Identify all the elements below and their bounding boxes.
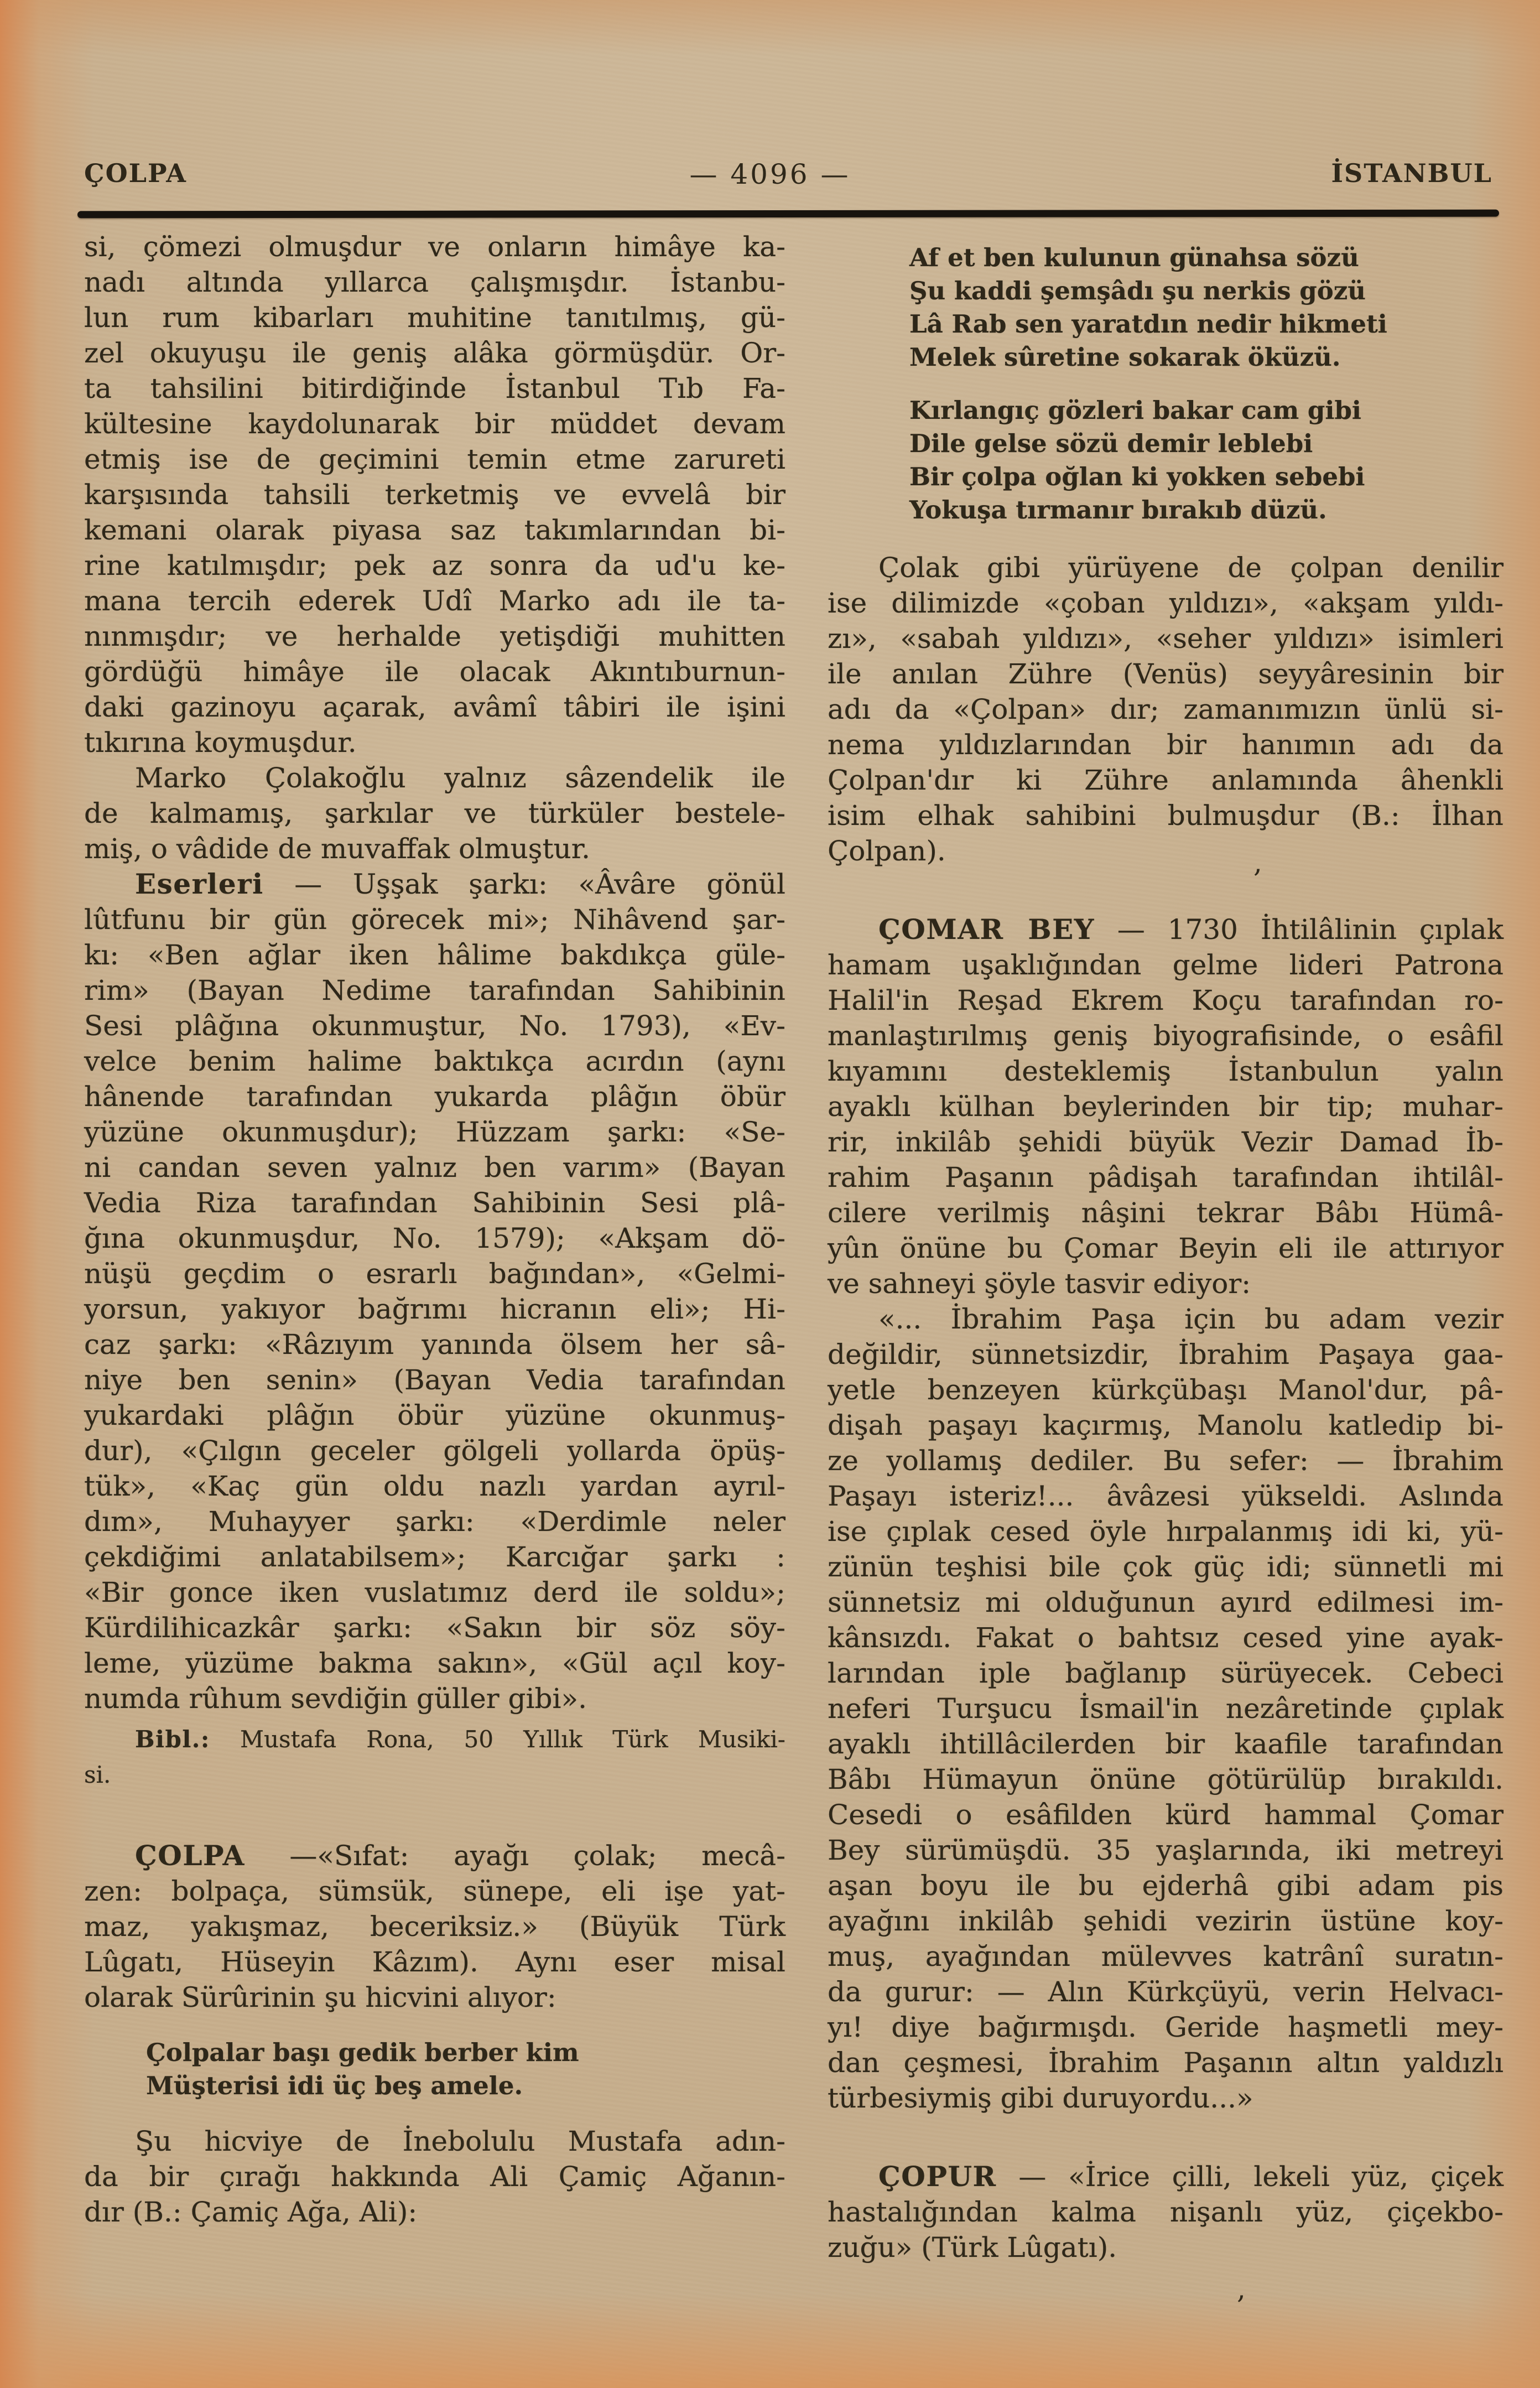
bibliography-note [84, 1724, 785, 1795]
text-line: Bibl.: Mustafa Rona, 50 Yıllık Türk Musiki- [135, 1726, 785, 1753]
text-line: ÇOLPA —«Sıfat: ayağı çolak; mecâ- [135, 1839, 785, 1872]
text-line: çekdiğimi anlatabilsem»; Karcığar şarkı : [84, 1541, 785, 1573]
headword: ÇOLPA [135, 1839, 245, 1872]
entry-colpa [84, 1838, 785, 2015]
text-line: isim elhak sahibini bulmuşdur (B.: İlhan [828, 800, 1503, 832]
text-line: leme, yüzüme bakma sakın», «Gül açıl koy- [84, 1647, 785, 1679]
text-line: ise dilimizde «çoban yıldızı», «akşam yıldı- [828, 587, 1503, 619]
text-line: si, çömezi olmuşdur ve onların himâye ka- [84, 231, 785, 263]
text-line: miş, o vâdide de muvaffak olmuştur. [84, 833, 591, 865]
text-line: kıyamını desteklemiş İstanbulun yalın [828, 1055, 1503, 1087]
text-line: yüzüne okunmuşdur); Hüzzam şarkı: «Se- [84, 1116, 785, 1148]
text-line: Kırlangıç gözleri bakar cam gibi [909, 396, 1362, 425]
text-line: yukardaki plâğın öbür yüzüne okunmuş- [84, 1399, 785, 1431]
text-line: velce benim halime baktıkça acırdın (aynı [84, 1045, 785, 1077]
text-line: Çolpalar başı gedik berber kim [146, 2038, 579, 2067]
text-line: da gurur: — Alın Kürkçüyü, verin Helvacı- [828, 1976, 1503, 2008]
text-line: Çolak gibi yürüyene de çolpan denilir [878, 552, 1503, 584]
text-line: Şu hicviye de İnebolulu Mustafa adın- [135, 2125, 785, 2157]
text-line: ayağını inkilâb şehidi vezirin üstüne koy- [828, 1905, 1503, 1937]
text-line: karşısında tahsili terketmiş ve evvelâ bir [84, 479, 785, 511]
text-line: hastalığından kalma nişanlı yüz, çiçekbo- [828, 2196, 1503, 2228]
text-line: kı: «Ben ağlar iken hâlime bakdıkça güle- [84, 939, 785, 971]
header-rule [77, 210, 1499, 219]
text-line: Af et ben kulunun günahsa sözü [909, 243, 1359, 272]
text-line: zı», «sabah yıldızı», «seher yıldızı» isimleri [828, 622, 1503, 655]
text-line: ve sahneyi şöyle tasvir ediyor: [828, 1268, 1251, 1300]
colpan-star-paragraph [828, 550, 1503, 869]
text-line: caz şarkı: «Râzıyım yanında ölsem her sâ- [84, 1328, 785, 1361]
text-line: değildir, sünnetsizdir, İbrahim Paşaya gaa- [828, 1338, 1503, 1370]
text-line: Şu kaddi şemşâdı şu nerkis gözü [909, 276, 1366, 305]
text-line: larından iple bağlanıp sürüyecek. Cebeci [828, 1657, 1503, 1689]
text-line: manlaştırılmış geniş biyografisinde, o esâfil [828, 1020, 1503, 1052]
text-line: ni candan seven yalnız ben varım» (Bayan [84, 1151, 785, 1183]
text-line: ÇOMAR BEY — 1730 İhtilâlinin çıplak [878, 913, 1503, 946]
text-line: Çolpan'dır ki Zühre anlamında âhenkli [828, 764, 1503, 796]
text-line: Vedia Riza tarafından Sahibinin Sesi plâ- [84, 1187, 785, 1219]
text-line: «Bir gonce iken vuslatımız derd ile soldu»; [84, 1576, 785, 1608]
text-line: Marko Çolakoğlu yalnız sâzendelik ile [135, 762, 785, 794]
running-head-right: İSTANBUL [1331, 158, 1492, 188]
text-line: tük», «Kaç gün oldu nazlı yardan ayrıl- [84, 1470, 785, 1502]
text-line: muş, ayağından mülevves katrânî suratın- [828, 1940, 1503, 1972]
text-line: rir, inkilâb şehidi büyük Vezir Damad İb- [828, 1126, 1503, 1158]
text-line: sünnetsiz mi olduğunun ayırd edilmesi im- [828, 1586, 1503, 1618]
text-line: yûn önüne bu Çomar Beyin eli ile attırıyor [828, 1232, 1503, 1264]
text-line: ayaklı külhan beylerinden bir tip; muhar- [828, 1091, 1503, 1123]
page-number: — 4096 — [689, 158, 851, 190]
headword: ÇOMAR BEY [878, 913, 1095, 946]
text-line: nüşü geçdim o esrarlı bağından», «Gelmi- [84, 1258, 785, 1290]
text-line: ta tahsilini bitirdiğinde İstanbul Tıb Fa- [84, 372, 785, 404]
text-line: dım», Muhayyer şarkı: «Derdimle neler [84, 1506, 785, 1538]
text-line: yorsun, yakıyor bağrımı hicranın eli»; Hi- [84, 1293, 785, 1325]
text-line: türbesiymiş gibi duruyordu...» [828, 2082, 1253, 2114]
text-line: Melek sûretine sokarak öküzü. [909, 342, 1341, 372]
text-line: Kürdilihicazkâr şarkı: «Sakın bir söz söy- [84, 1612, 785, 1644]
text-line: si. [84, 1761, 111, 1788]
text-line: zuğu» (Türk Lûgatı). [828, 2231, 1117, 2264]
text-line: hânende tarafından yukarda plâğın öbür [84, 1081, 785, 1113]
entry-copur [828, 2159, 1503, 2265]
text-line: ÇOPUR — «İrice çilli, lekeli yüz, çiçek [878, 2160, 1503, 2193]
text-line: niye ben senin» (Bayan Vedia tarafından [84, 1364, 785, 1396]
text-line: dişah paşayı kaçırmış, Manolu katledip bi- [828, 1409, 1503, 1441]
sururi-satire-couplet [146, 2036, 785, 2103]
comar-bey-quotation [828, 1301, 1503, 2116]
headword: Bibl.: [135, 1726, 210, 1753]
camic-aga-satire-stanza-2 [909, 394, 1503, 527]
left-column [84, 229, 785, 2230]
text-line: kemani olarak piyasa saz takımlarından bi- [84, 514, 785, 546]
eserleri-paragraph [84, 866, 785, 1716]
text-line: zünün teşhisi bile çok güç idi; sünnetli mi [828, 1551, 1503, 1583]
text-line: kültesine kaydolunarak bir müddet devam [84, 408, 785, 440]
text-line: nema yıldızlarından bir hanımın adı da [828, 729, 1503, 761]
text-line: Bâbı Hümayun önüne götürülüp bırakıldı. [828, 1763, 1503, 1795]
text-line: rahim Paşanın pâdişah tarafından ihtilâl- [828, 1161, 1503, 1193]
text-line: nınmışdır; ve herhalde yetişdiği muhitten [84, 620, 785, 652]
hicviye-intro-paragraph [84, 2124, 785, 2230]
text-line: yetle benzeyen kürkçübaşı Manol'dur, pâ- [828, 1374, 1503, 1406]
text-line: ğına okunmuşdur, No. 1579); «Akşam dö- [84, 1222, 785, 1254]
text-line: ze yollamış dediler. Bu sefer: — İbrahim [828, 1445, 1503, 1477]
text-line: Sesi plâğına okunmuştur, No. 1793), «Ev- [84, 1010, 785, 1042]
text-line: ile anılan Zühre (Venüs) seyyâresinin bir [828, 658, 1503, 690]
text-line: Yokuşa tırmanır bırakıb düzü. [909, 495, 1327, 525]
text-line: da bir çırağı hakkında Ali Çamiç Ağanın- [84, 2161, 785, 2193]
text-line: aşan boyu ile bu ejderhâ gibi adam pis [828, 1870, 1503, 1902]
colakoglu-biography-continuation [84, 229, 785, 760]
text-line: cilere verilmiş nâşini tekrar Bâbı Hümâ- [828, 1197, 1503, 1229]
text-line: lûtfunu bir gün görecek mi»; Nihâvend şar- [84, 904, 785, 936]
text-line: de kalmamış, şarkılar ve türküler bestele- [84, 797, 785, 829]
text-line: Müşterisi idi üç beş amele. [146, 2071, 523, 2100]
entry-comar-bey [828, 912, 1503, 1301]
headword: Eserleri [135, 868, 264, 900]
print-artifact-comma: , [1237, 2273, 1246, 2305]
text-line: Çolpan). [828, 835, 946, 867]
text-line: rine katılmışdır; pek az sonra da ud'u ke- [84, 549, 785, 582]
text-line: Eserleri — Uşşak şarkı: «Âvâre gönül [135, 868, 785, 900]
text-line: «... İbrahim Paşa için bu adam vezir [878, 1303, 1503, 1335]
text-line: dan çeşmesi, İbrahim Paşanın altın yaldızlı [828, 2047, 1503, 2079]
text-line: etmiş ise de geçimini temin etme zarureti [84, 443, 785, 475]
text-line: neferi Turşucu İsmail'in nezâretinde çıplak [828, 1693, 1503, 1725]
text-line: kânsızdı. Fakat o bahtsız cesed yine ayak- [828, 1622, 1503, 1654]
text-line: zen: bolpaça, sümsük, sünepe, eli işe yat- [84, 1875, 785, 1907]
text-line: tıkırına koymuşdur. [84, 726, 357, 759]
text-line: daki gazinoyu açarak, avâmî tâbiri ile işini [84, 691, 785, 723]
headword: ÇOPUR [878, 2160, 997, 2193]
running-head-left: ÇOLPA [84, 158, 187, 188]
text-line: Halil'in Reşad Ekrem Koçu tarafından ro- [828, 984, 1503, 1016]
text-line: rim» (Bayan Nedime tarafından Sahibinin [84, 974, 785, 1006]
text-line: mana tercih ederek Udî Marko adı ile ta- [84, 585, 785, 617]
text-line: Bey sürümüşdü. 35 yaşlarında, iki metreyi [828, 1834, 1503, 1866]
text-line: hamam uşaklığından gelme lideri Patrona [828, 949, 1503, 981]
text-line: adı da «Çolpan» dır; zamanımızın ünlü si- [828, 693, 1503, 725]
right-column [828, 241, 1503, 2265]
text-line: zel okuyuşu ile geniş alâka görmüşdür. Or- [84, 337, 785, 369]
text-line: ayaklı ihtillâcilerden bir kaafile tarafından [828, 1728, 1503, 1760]
text-line: Cesedi o esâfilden kürd hammal Çomar [828, 1799, 1503, 1831]
text-line: Paşayı isteriz!... âvâzesi yükseldi. Aslında [828, 1480, 1503, 1512]
text-line: dur), «Çılgın geceler gölgeli yollarda öpüş- [84, 1435, 785, 1467]
text-line: maz, yakışmaz, beceriksiz.» (Büyük Türk [84, 1911, 785, 1943]
text-line: nadı altında yıllarca çalışmışdır. İstanbu- [84, 266, 785, 298]
text-line: yı! diye bağırmışdı. Geride haşmetli mey- [828, 2011, 1503, 2043]
text-line: olarak Sürûrinin şu hicvini alıyor: [84, 1981, 556, 2013]
text-line: Dile gelse sözü demir leblebi [909, 429, 1313, 458]
camic-aga-satire-stanza-1 [909, 241, 1503, 374]
colakoglu-composer-paragraph [84, 760, 785, 866]
text-line: gördüğü himâye ile olacak Akıntıburnun- [84, 656, 785, 688]
text-line: Bir çolpa oğlan ki yokken sebebi [909, 462, 1365, 491]
text-line: ise çıplak cesed öyle hırpalanmış idi ki, yü- [828, 1515, 1503, 1548]
text-line: numda rûhum sevdiğin güller gibi». [84, 1683, 587, 1715]
text-line: dır (B.: Çamiç Ağa, Ali): [84, 2196, 418, 2228]
text-line: lun rum kibarları muhitine tanıtılmış, gü- [84, 302, 785, 334]
text-line: Lâ Rab sen yaratdın nedir hikmeti [909, 309, 1387, 339]
text-line: Lûgatı, Hüseyin Kâzım). Aynı eser misal [84, 1946, 785, 1978]
print-artifact-comma: , [1253, 847, 1262, 879]
